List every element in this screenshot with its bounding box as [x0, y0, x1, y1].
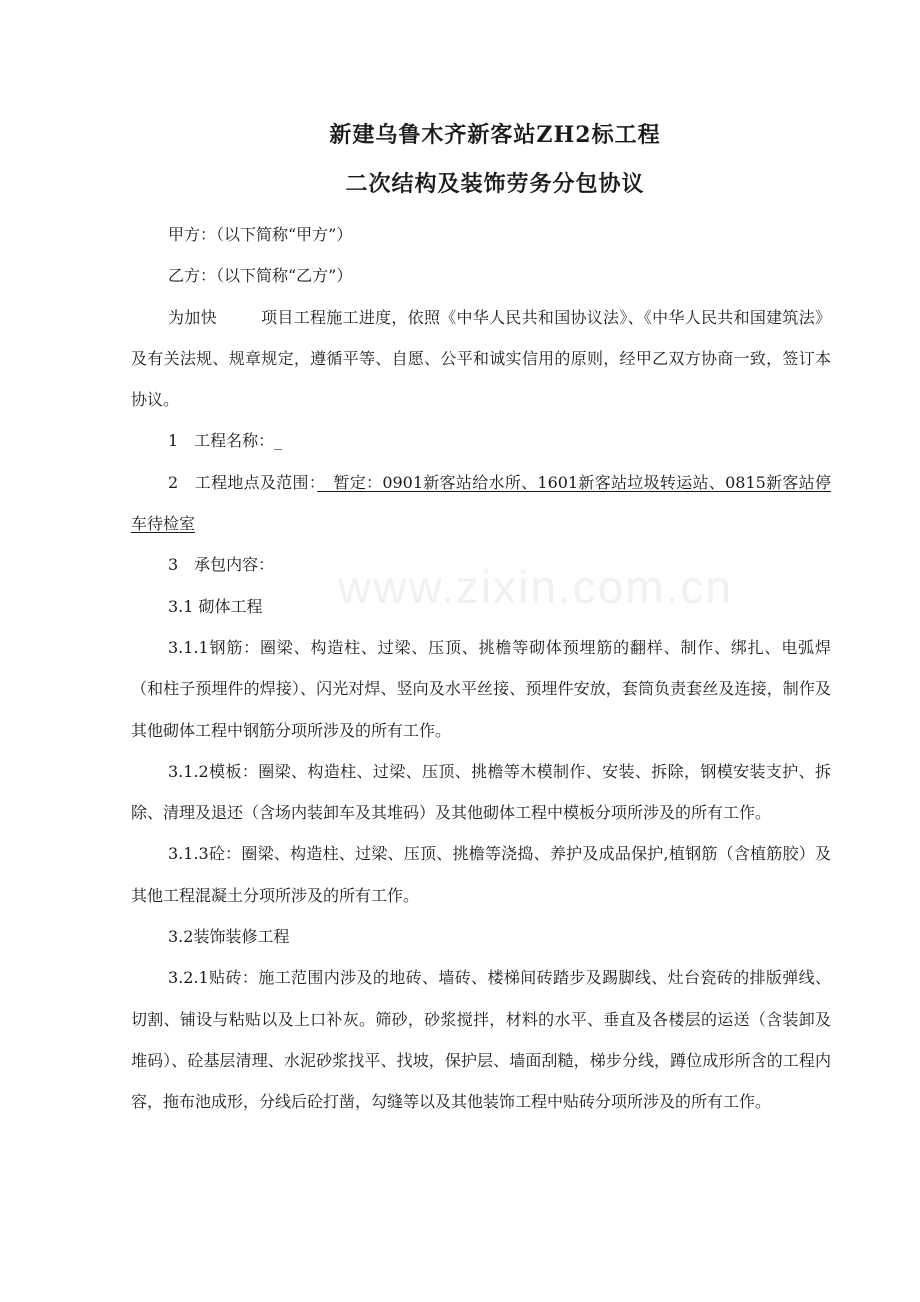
section-3-2-heading: 3.2装饰装修工程: [168, 927, 290, 947]
section-3-1-3: 3.1.3砼：圈梁、构造柱、过梁、压顶、挑檐等浇捣、养护及成品保护,植钢筋（含植筋胶）及其他工程混凝土分项所涉及的所有工作。: [131, 844, 831, 905]
intro-part1: 为加快: [168, 307, 217, 327]
party-b-line: 乙方：（以下简称“乙方”）: [168, 266, 353, 286]
section-3-1-1: 3.1.1钢筋：圈梁、构造柱、过梁、压顶、挑檐等砌体预埋筋的翻样、制作、绑扎、电弧焊（和柱子预埋件的焊接）、闪光对焊、竖向及水平丝接、预埋件安放，套筒负责套丝及连接，制作及其他砌体工程中钢筋分项所涉及的所有工作。: [131, 637, 831, 740]
item1-value: _: [274, 431, 283, 451]
item-project-name: [131, 420, 831, 461]
item1-label: 1 工程名称：: [168, 431, 275, 451]
intro-paragraph: [131, 297, 831, 421]
section-3-2-1: 3.2.1贴砖：施工范围内涉及的地砖、墙砖、楼梯间砖踏步及踢脚线、灶台瓷砖的排版弹线、切割、铺设与粘贴以及上口补灰。筛砂，砂浆搅拌，材料的水平、垂直及各楼层的运送（含装卸及堆码）、砼基层清理、水泥砂浆找平、找坡，保护层、墙面刮糙，梯步分线，蹲位成形所含的工程内容，拖布池成形，分线后砼打凿，勾缝等以及其他装饰工程中贴砖分项所涉及的所有工作。: [131, 968, 831, 1112]
watermark-text: www.zixin.com.cn: [338, 561, 733, 613]
item2-label: 2 工程地点及范围：: [168, 472, 318, 492]
section-3-1-heading: 3.1 砌体工程: [168, 596, 263, 616]
document-title-line2: 二次结构及装饰劳务分包协议: [345, 171, 645, 197]
item2-value: 暂定：0901新客站给水所、1601新客站垃圾转运站、0815新客站停车待检室: [131, 472, 831, 534]
party-a-line: 甲方：（以下简称“甲方”）: [168, 225, 353, 244]
document-body: [131, 214, 831, 1123]
document-title-line1: 新建乌鲁木齐新客站ZH2标工程: [329, 122, 661, 148]
intro-part2: 项目工程施工进度，依照《中华人民共和国协议法》、《中华人民共和国建筑法》及有关法规、规章规定，遵循平等、自愿、公平和诚实信用的原则，经甲乙双方协商一致，签订本协议。: [131, 307, 831, 410]
section-3-1-2: 3.1.2模板：圈梁、构造柱、过梁、压顶、挑檐等木模制作、安装、拆除，钢模安装支护、拆除、清理及退还（含场内装卸车及其堆码）及其他砌体工程中模板分项所涉及的所有工作。: [131, 761, 831, 823]
item-location-scope: [131, 462, 831, 545]
item-contract-content: 3 承包内容：: [168, 555, 275, 575]
